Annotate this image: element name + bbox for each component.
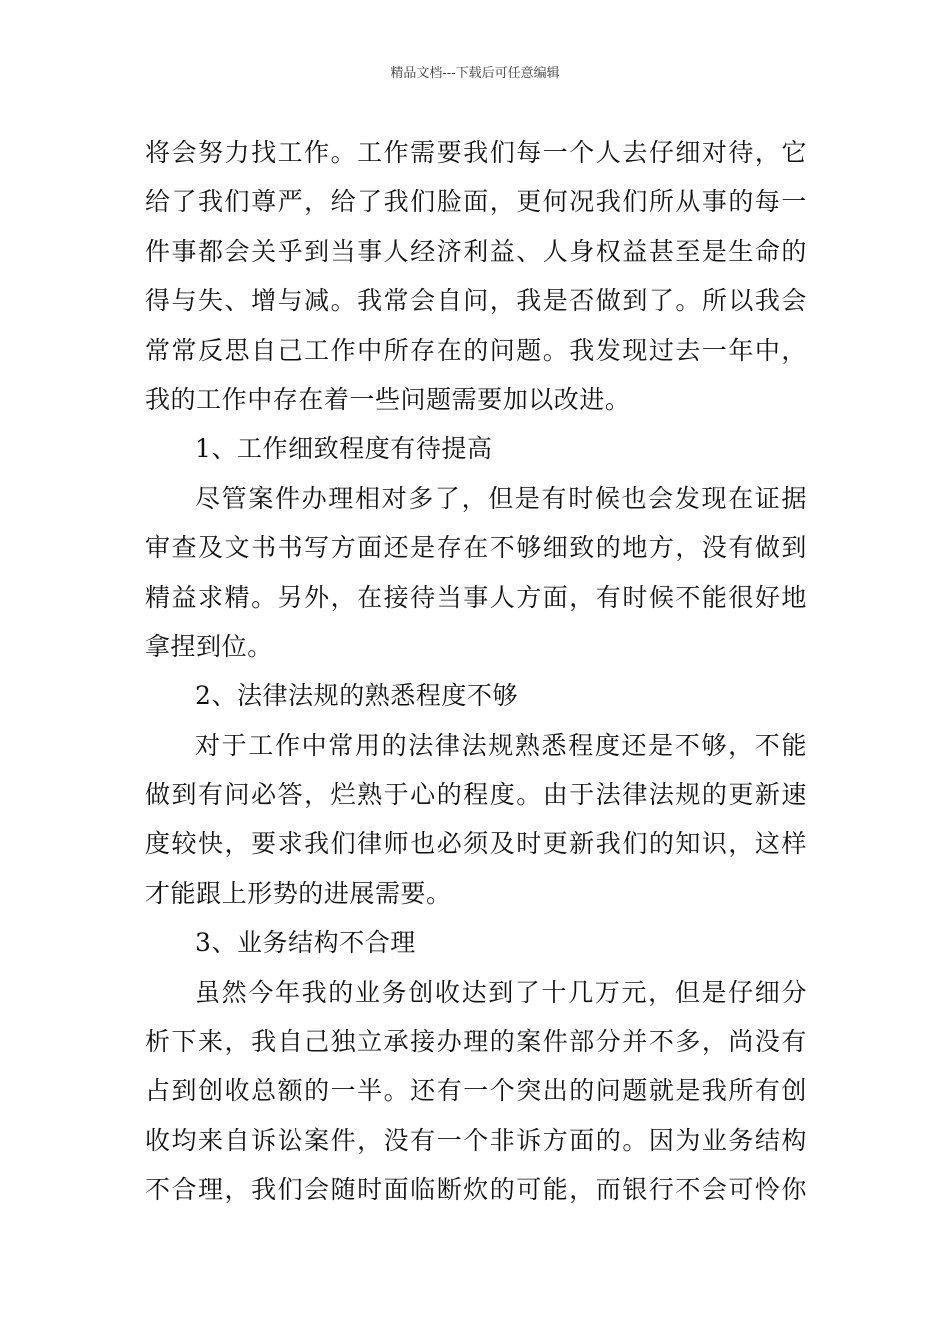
text-line: 占到创收总额的一半。还有一个突出的问题就是我所有创 [145,1076,807,1106]
text-line: 不合理，我们会随时面临断炊的可能，而银行不会可怜你 [145,1175,807,1205]
text-line: 常常反思自己工作中所存在的问题。我发现过去一年中， [145,335,807,365]
text-line: 对于工作中常用的法律法规熟悉程度还是不够，不能 [195,730,807,760]
text-line: 给了我们尊严，给了我们脸面，更何况我们所从事的每一 [145,187,807,217]
text-line: 得与失、增与减。我常会自问，我是否做到了。所以我会 [145,286,807,316]
text-line: 件事都会关乎到当事人经济利益、人身权益甚至是生命的 [145,236,807,266]
text-line: 度较快，要求我们律师也必须及时更新我们的知识，这样 [145,829,807,859]
text-line: 审查及文书书写方面还是存在不够细致的地方，没有做到 [145,533,807,563]
page-header: 精品文档---下载后可任意编辑 [390,66,560,81]
text-line: 收均来自诉讼案件，没有一个非诉方面的。因为业务结构 [145,1125,807,1155]
text-line: 尽管案件办理相对多了，但是有时候也会发现在证据 [195,483,807,513]
text-line: 做到有问必答，烂熟于心的程度。由于法律法规的更新速 [145,780,807,810]
document-body [145,128,807,1215]
text-line: 拿捏到位。 [145,631,273,661]
section-heading-1: 1、工作细致程度有待提高 [195,434,493,464]
text-line: 虽然今年我的业务创收达到了十几万元，但是仔细分 [195,977,807,1007]
text-line: 我的工作中存在着一些问题需要加以改进。 [145,384,631,414]
text-line: 才能跟上形势的进展需要。 [145,878,452,908]
section-heading-3: 3、业务结构不合理 [195,928,416,958]
text-line: 析下来，我自己独立承接办理的案件部分并不多，尚没有 [145,1027,807,1057]
section-heading-2: 2、法律法规的熟悉程度不够 [195,681,519,711]
text-line: 精益求精。另外，在接待当事人方面，有时候不能很好地 [145,582,807,612]
text-line: 将会努力找工作。工作需要我们每一个人去仔细对待，它 [145,138,807,167]
